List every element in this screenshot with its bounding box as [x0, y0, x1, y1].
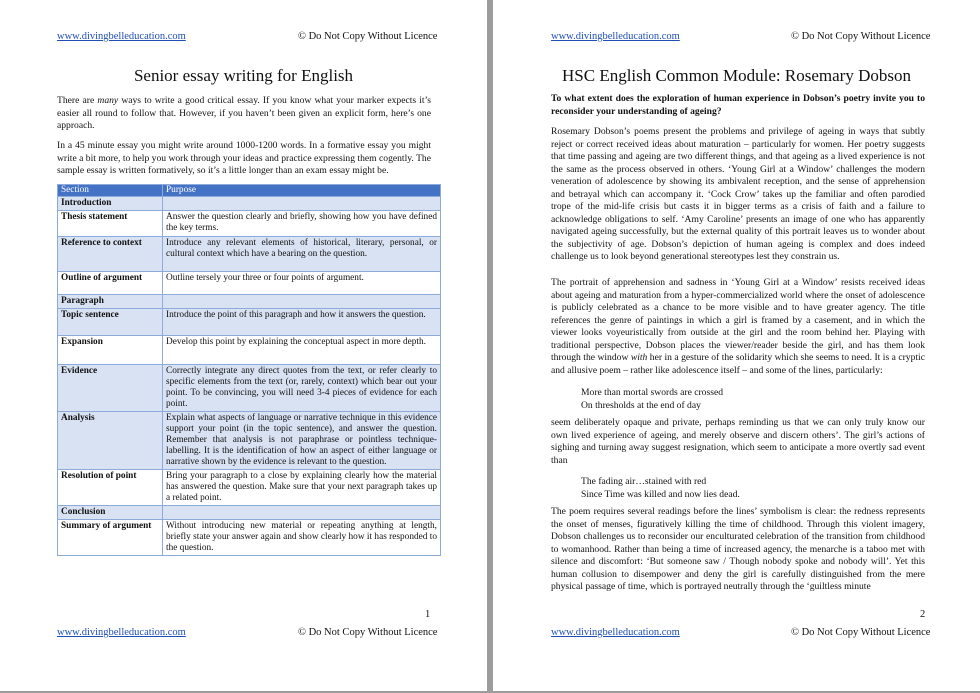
- intro-paragraph-2: In a 45 minute essay you might write around 1000-1200 words. In a formative essay you might write a bit more, to help you work through your ideas and practice expressing them cogently. The sample essay is written formatively, so it’s a little longer than an exam essay might be.: [57, 140, 431, 176]
- section-cell: Resolution of point: [58, 470, 163, 506]
- table-row: [58, 211, 441, 237]
- purpose-cell: Without introducing new material or repeating anything at length, briefly state your answer again and show clearly how it has responded to the question.: [163, 520, 441, 556]
- emphasis-text: with: [630, 352, 648, 363]
- essay-paragraph-2: The portrait of apprehension and sadness in ‘Young Girl at a Window’ resists received ideas about ageing and maturation from a hyper-commercialized world where the onset of adolescence is publicly celebrated as a chance to be more visible and to have greater agency. The title references the genre of paintings in which a girl is framed by a casement, and in which the viewer looks voyeuristically from outside at the girl and the room behind her. Playing with traditional perspective, Dobson places the viewer/reader beside the girl, and has them look through the window with her in a gesture of the solidarity which she seems to need. It is a cryptic and allusive poem – rather like adolescence itself – and some of the lines, particularly:: [551, 277, 925, 376]
- footer-url-link[interactable]: www.divingbelleducation.com: [57, 627, 186, 638]
- table-row: [58, 412, 441, 470]
- purpose-cell: Introduce the point of this paragraph and how it answers the question.: [163, 309, 441, 336]
- page-title: Senior essay writing for English: [133, 66, 354, 85]
- table-group-heading: [58, 506, 441, 520]
- table-row: [58, 237, 441, 272]
- table-group-heading: [58, 197, 441, 211]
- footer-url-link[interactable]: www.divingbelleducation.com: [551, 627, 680, 638]
- essay-paragraph-4: The poem requires several readings before the lines’ symbolism is clear: the redness represents the onset of menses, figuratively killing the time of childhood. Through this violent imagery, Dobson challenges us to reconsider our enculturated celebration of the transition from childhood to womanhood. Rather than being a time of increased agency, the menarche is a taboo met with silence and discomfort: ‘But someone saw / Though nobody spoke and nobody will’. Yet this human collusion to disempower and deny the girl is carefully distinguished from the mere physical passage of time, which is portrayed neutrally through the ‘guiltless minute: [551, 506, 925, 592]
- footer-link[interactable]: [57, 627, 186, 638]
- intro-paragraph-1: There are many ways to write a good critical essay. If you know what your marker expects it’s easier all round to follow that. However, if you haven’t been given an explicit form, here’s one approach.: [57, 95, 431, 131]
- header-notice: © Do Not Copy Without Licence: [791, 31, 931, 42]
- page-number: 1: [425, 609, 431, 620]
- purpose-cell: Answer the question clearly and briefly, showing how you have defined the key terms.: [163, 211, 441, 237]
- quote-line: Since Time was killed and now lies dead.: [581, 488, 740, 500]
- poem-quote-2: [581, 476, 740, 501]
- section-cell: Topic sentence: [58, 309, 163, 336]
- section-cell: Summary of argument: [58, 520, 163, 556]
- section-cell: Reference to context: [58, 237, 163, 272]
- header-notice: © Do Not Copy Without Licence: [298, 31, 438, 42]
- section-cell: Analysis: [58, 412, 163, 470]
- table-header-row: [58, 185, 441, 197]
- table-row: [58, 365, 441, 412]
- group-heading-conclusion: Conclusion: [58, 506, 163, 520]
- emphasis-text: many: [97, 95, 119, 106]
- section-cell: Evidence: [58, 365, 163, 412]
- header-url-link[interactable]: www.divingbelleducation.com: [551, 31, 680, 42]
- header-link[interactable]: [57, 31, 186, 42]
- header-link[interactable]: [551, 31, 680, 42]
- footer-notice: © Do Not Copy Without Licence: [791, 627, 931, 638]
- poem-quote-1: [581, 387, 723, 412]
- footer-link[interactable]: [551, 627, 680, 638]
- quote-line: The fading air…stained with red: [581, 476, 707, 487]
- purpose-cell: Outline tersely your three or four points of argument.: [163, 272, 441, 295]
- table-row: [58, 336, 441, 365]
- group-heading-paragraph: Paragraph: [58, 295, 163, 309]
- page-number: 2: [920, 609, 926, 620]
- group-heading-introduction: Introduction: [58, 197, 163, 211]
- header-url-link[interactable]: www.divingbelleducation.com: [57, 31, 186, 42]
- essay-paragraph-3: seem deliberately opaque and private, perhaps reminding us that we can only truly know our own lived experience of ageing, and merely observe and discern others’. The girl’s actions of sighing and turning away suggest resignation, which seem to anticipate a more overtly sad event than: [551, 417, 925, 466]
- purpose-cell: Bring your paragraph to a close by explaining clearly how the material has answered the question. Make sure that your next paragraph takes up a related point.: [163, 470, 441, 506]
- table-row: [58, 272, 441, 295]
- quote-line: On thresholds at the end of day: [581, 399, 701, 411]
- document-page-1: [0, 0, 487, 691]
- section-cell: Expansion: [58, 336, 163, 365]
- purpose-cell: Develop this point by explaining the conceptual aspect in more depth.: [163, 336, 441, 365]
- purpose-cell: Introduce any relevant elements of historical, literary, personal, or cultural context which have a bearing on the question.: [163, 237, 441, 272]
- essay-question: To what extent does the exploration of human experience in Dobson’s poetry invite you to reconsider your understanding of ageing?: [551, 93, 925, 117]
- essay-paragraph-1: Rosemary Dobson’s poems present the problems and privilege of ageing in ways that subtly reject or correct received ideas about maturation – particularly for women. Her poetry suggests that time passing and ageing are two different things, and that ageing as a lived experience is not the same as the process observed in others. ‘Young Girl at a Window’ challenges the modern veneration of adolescence by showing its ambivalent reception, and the sense of apprehension and betrayal which can accompany it. ‘Cock Crow’ takes up the familiar and often parodied trope of the mid-life crisis but casts it in bigger terms as a crisis of faith and a failure to acknowledge obligations to self. ‘Amy Caroline’ presents an image of one who has apparently navigated ageing successfully, but the external quality of this portrait leaves us to wonder about the subjectivity of age. Dobson’s depiction of human ageing is complex and does indeed challenge us to look beyond generational stereotypes lest they constrain us.: [551, 126, 925, 262]
- quote-line: More than mortal swords are crossed: [581, 387, 723, 398]
- section-cell: Thesis statement: [58, 211, 163, 237]
- purpose-cell: Correctly integrate any direct quotes from the text, or refer clearly to specific elements from the text (or, rarely, context) which bear out your point. To be convincing, you will need 3-4 pieces of evidence for each point.: [163, 365, 441, 412]
- column-header-section: Section: [58, 185, 163, 197]
- section-cell: Outline of argument: [58, 272, 163, 295]
- column-header-purpose: Purpose: [163, 185, 441, 197]
- table-row: [58, 309, 441, 336]
- purpose-cell: Explain what aspects of language or narrative technique in this evidence support your point (in the topic sentence), and answer the question. Remember that analysis is not paraphrase or pointless technique-labelling. It is the identification of how an aspect of either language or narrative shown by the evidence is relevant to the question.: [163, 412, 441, 470]
- document-page-2: [493, 0, 980, 691]
- essay-structure-table: [57, 184, 441, 556]
- table-row: [58, 470, 441, 506]
- table-row: [58, 520, 441, 556]
- table-group-heading: [58, 295, 441, 309]
- footer-notice: © Do Not Copy Without Licence: [298, 627, 438, 638]
- page-title: HSC English Common Module: Rosemary Dobson: [562, 66, 911, 85]
